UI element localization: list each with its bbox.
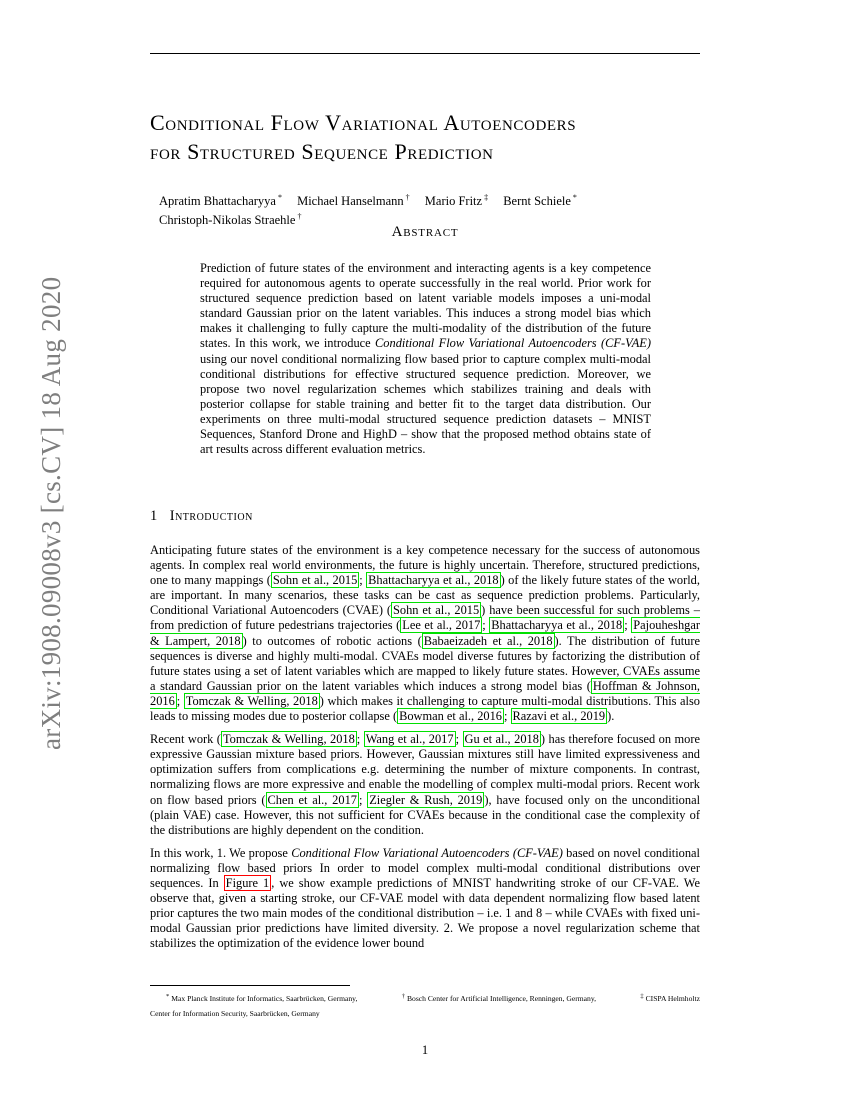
- citation-link[interactable]: Bhattacharyya et al., 2018: [491, 618, 623, 633]
- citation-link[interactable]: Bhattacharyya et al., 2018: [368, 573, 499, 588]
- arxiv-stamp: arXiv:1908.09008v3 [cs.CV] 18 Aug 2020: [36, 276, 66, 750]
- citation-link[interactable]: Pajouheshgar & Lampert, 2018: [150, 618, 700, 648]
- footnote-rule: [150, 985, 350, 986]
- citation-link[interactable]: Gu et al., 2018: [464, 732, 539, 747]
- citation-link[interactable]: Hoffman & Johnson, 2016: [150, 678, 700, 708]
- author: Apratim Bhattacharyya *: [159, 193, 282, 208]
- section-title: Introduction: [169, 508, 253, 524]
- paragraph: Anticipating future states of the environment is a key competence necessary for the success of autonomous agents. In complex real world environments, the future is highly uncertain. Therefore, structured predictions, one to many mappings ( Sohn et al., 2015 ; Bhattacharyya et al., 2018 ) of the likely future states of the world, are important. In many scenarios, these tasks can be cast as sequence prediction problems. Particularly, Conditional Variational Autoencoders (CVAE) ( Sohn et al., 2015 ) have been successful for such problems – from prediction of future pedestrians trajectories ( Lee et al., 2017 ; Bhattacharyya et al., 2018 ; Pajouheshgar & Lampert, 2018 ) to outcomes of robotic actions ( Babaeizadeh et al., 2018 ). The distribution of future sequences is diverse and highly multi-modal. CVAEs model diverse futures by factorizing the distribution of future states using a set of latent variables which are mapped to likely future states. However, CVAEs assume a standard Gaussian prior on the latent variables which induces a strong model bias ( Hoffman & Johnson, 2016 ; Tomczak & Welling, 2018 ) which makes it challenging to capture multi-modal distributions. This also leads to missing modes due to posterior collapse ( Bowman et al., 2016 ; Razavi et al., 2019 ).: [150, 543, 700, 724]
- introduction-body: [150, 543, 700, 959]
- footnote-affiliation: * Max Planck Institute for Informatics, Saarbrücken, Germany,: [166, 993, 358, 1003]
- author-list: [159, 190, 699, 228]
- author: Mario Fritz ‡: [424, 193, 489, 208]
- citation-link[interactable]: Chen et al., 2017: [267, 792, 357, 807]
- abstract-body: Prediction of future states of the environment and interacting agents is a key competence required for autonomous agents to operate successfully in the real world. Prior work for structured sequence prediction based on latent variable models imposes a uni-modal standard Gaussian prior on the latent variables. This induces a strong model bias which makes it challenging to fully capture the multi-modality of the distribution of the future states. In this work, we introduce Conditional Flow Variational Autoencoders (CF-VAE) using our novel conditional normalizing flow based prior to capture complex multi-modal conditional distributions for effective structured sequence prediction. Moreover, we propose two novel regularization schemes which stabilizes training and deals with posterior collapse for stable training and better fit to the target data distribution. Our experiments on three multi-modal structured sequence prediction datasets – MNIST Sequences, Stanford Drone and HighD – show that the proposed method obtains state of art results across different evaluation metrics.: [200, 261, 651, 457]
- top-rule: [150, 53, 700, 54]
- footnotes: [150, 989, 700, 1021]
- citation-link[interactable]: Tomczak & Welling, 2018: [185, 693, 318, 708]
- abstract-heading: Abstract: [391, 224, 459, 240]
- citation-link[interactable]: Sohn et al., 2015: [272, 573, 358, 588]
- citation-link[interactable]: Razavi et al., 2019: [512, 709, 606, 724]
- footnote-continuation: Center for Information Security, Saarbrücken, Germany: [150, 1009, 320, 1018]
- section-number: 1: [150, 508, 158, 524]
- figure-reference-link[interactable]: Figure 1: [225, 875, 270, 890]
- paragraph: In this work, 1. We propose Conditional Flow Variational Autoencoders (CF-VAE) based on novel conditional normalizing flow based priors In order to model complex multi-modal conditional distributions over sequences. In Figure 1 , we show example predictions of MNIST handwriting stroke of our CF-VAE. We observe that, given a starting stroke, our CF-VAE model with data dependent normalizing flow based latent prior captures the two main modes of the conditional distribution – i.e. 1 and 8 – while CVAEs with fixed uni-modal Gaussian prior predictions have limited diversity. 2. We propose a novel regularization scheme that stabilizes the optimization of the evidence lower bound: [150, 845, 700, 951]
- page-number: 1: [421, 1043, 429, 1057]
- citation-link[interactable]: Bowman et al., 2016: [399, 709, 502, 724]
- paragraph: Recent work ( Tomczak & Welling, 2018 ; Wang et al., 2017 ; Gu et al., 2018 ) has therefore focused on more expressive Gaussian mixture based priors. However, Gaussian mixtures still have limited expressiveness and optimization suffers from complications e.g. determining the number of mixture components. In contrast, normalizing flows are more expressive and enable the modelling of complex multi-modal priors. Recent work on flow based priors ( Chen et al., 2017 ; Ziegler & Rush, 2019 ), have focused only on the unconditional (plain VAE) case. However, this not sufficient for CVAEs because in the conditional case the complexity of the distributions are highly dependent on the condition.: [150, 732, 701, 837]
- citation-link[interactable]: Sohn et al., 2015: [393, 603, 480, 618]
- footnote-affiliation: ‡ CISPA Helmholtz: [640, 993, 700, 1003]
- citation-link[interactable]: Ziegler & Rush, 2019: [369, 792, 483, 807]
- citation-link[interactable]: Tomczak & Welling, 2018: [222, 732, 355, 747]
- citation-link[interactable]: Wang et al., 2017: [365, 732, 454, 747]
- footnote-affiliation: † Bosch Center for Artificial Intelligence, Renningen, Germany,: [401, 993, 597, 1003]
- author: Bernt Schiele *: [503, 193, 577, 208]
- citation-link[interactable]: Lee et al., 2017: [402, 618, 481, 633]
- citation-link[interactable]: Babaeizadeh et al., 2018: [423, 633, 553, 648]
- section-heading: [150, 508, 253, 525]
- author: Christoph-Nikolas Straehle †: [159, 212, 302, 227]
- title-line-2: for Structured Sequence Prediction: [150, 139, 494, 164]
- author: Michael Hanselmann †: [297, 193, 410, 208]
- paper-title: [150, 108, 710, 166]
- title-line-1: Conditional Flow Variational Autoencoders: [150, 110, 577, 135]
